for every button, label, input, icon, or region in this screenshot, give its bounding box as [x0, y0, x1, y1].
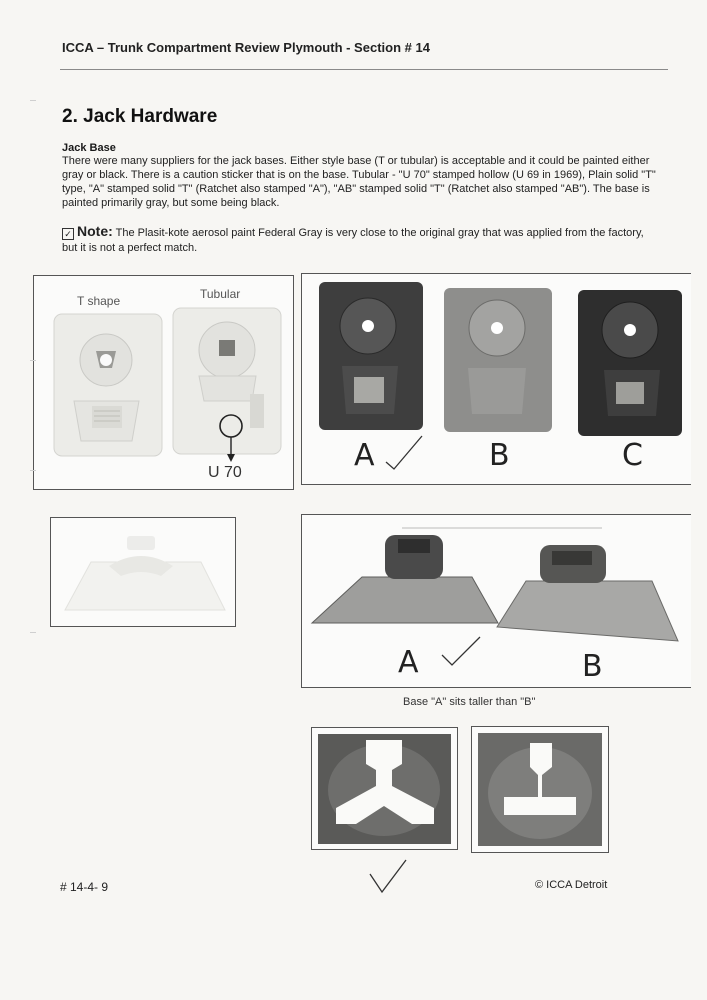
- underside-y-slot-photo: [312, 728, 457, 849]
- scan-mark: [30, 100, 36, 101]
- figure-underside-right: [471, 726, 609, 853]
- figure-underside-left: [311, 727, 458, 850]
- note-paragraph: [62, 224, 662, 256]
- page-number: # 14-4- 9: [60, 880, 109, 894]
- jack-base-heading: Jack Base: [62, 142, 116, 154]
- base-b-label: B: [489, 438, 510, 473]
- base-c-label: C: [622, 438, 643, 473]
- figure-faded-side-view: [50, 517, 236, 627]
- header-divider: [60, 69, 668, 70]
- figure-caption: Base "A" sits taller than "B": [403, 696, 536, 708]
- section-title: 2. Jack Hardware: [62, 106, 218, 127]
- figure-t-vs-tubular: [33, 275, 294, 490]
- note-text: The Plasit-kote aerosol paint Federal Gray is very close to the original gray that was applied from the factory, but it is not a perfect match.: [62, 227, 644, 254]
- page-header: ICCA – Trunk Compartment Review Plymouth - Section # 14: [62, 40, 430, 55]
- faded-jack-base-photo: [51, 518, 235, 626]
- checkmark-icon: [368, 858, 408, 896]
- figure-abc-bases: [301, 273, 691, 485]
- jack-base-photos-light: [34, 276, 293, 489]
- scan-mark: [30, 632, 36, 633]
- u70-label: U 70: [208, 464, 242, 481]
- note-label: Note:: [77, 223, 113, 239]
- base-a-label: A: [354, 438, 375, 473]
- scan-mark: [30, 470, 36, 471]
- side-b-label: B: [582, 649, 603, 684]
- scan-mark: [30, 360, 36, 361]
- checkbox-icon: ✓: [62, 228, 74, 240]
- t-shape-label: T shape: [77, 294, 121, 308]
- copyright: © ICCA Detroit: [535, 879, 608, 891]
- underside-t-slot-photo: [472, 727, 608, 852]
- jack-base-side-photos: [302, 515, 691, 687]
- figure-side-view-a-b: [301, 514, 691, 688]
- jack-base-text: There were many suppliers for the jack bases. Either style base (T or tubular) is acceptable and it could be painted either gray or black. There is a caution sticker that is on the base. Tubular - "U 70" stamped hollow (U 69 in 1969), Plain solid "T" type, "A" stamped solid "T" (Ratchet also stamped "A"), "AB" stamped solid "T" (Ratchet also stamped "AB"). The base is painted primarily gray, but some being black.: [62, 155, 656, 209]
- tubular-label: Tubular: [200, 287, 241, 301]
- side-a-label: A: [398, 645, 419, 680]
